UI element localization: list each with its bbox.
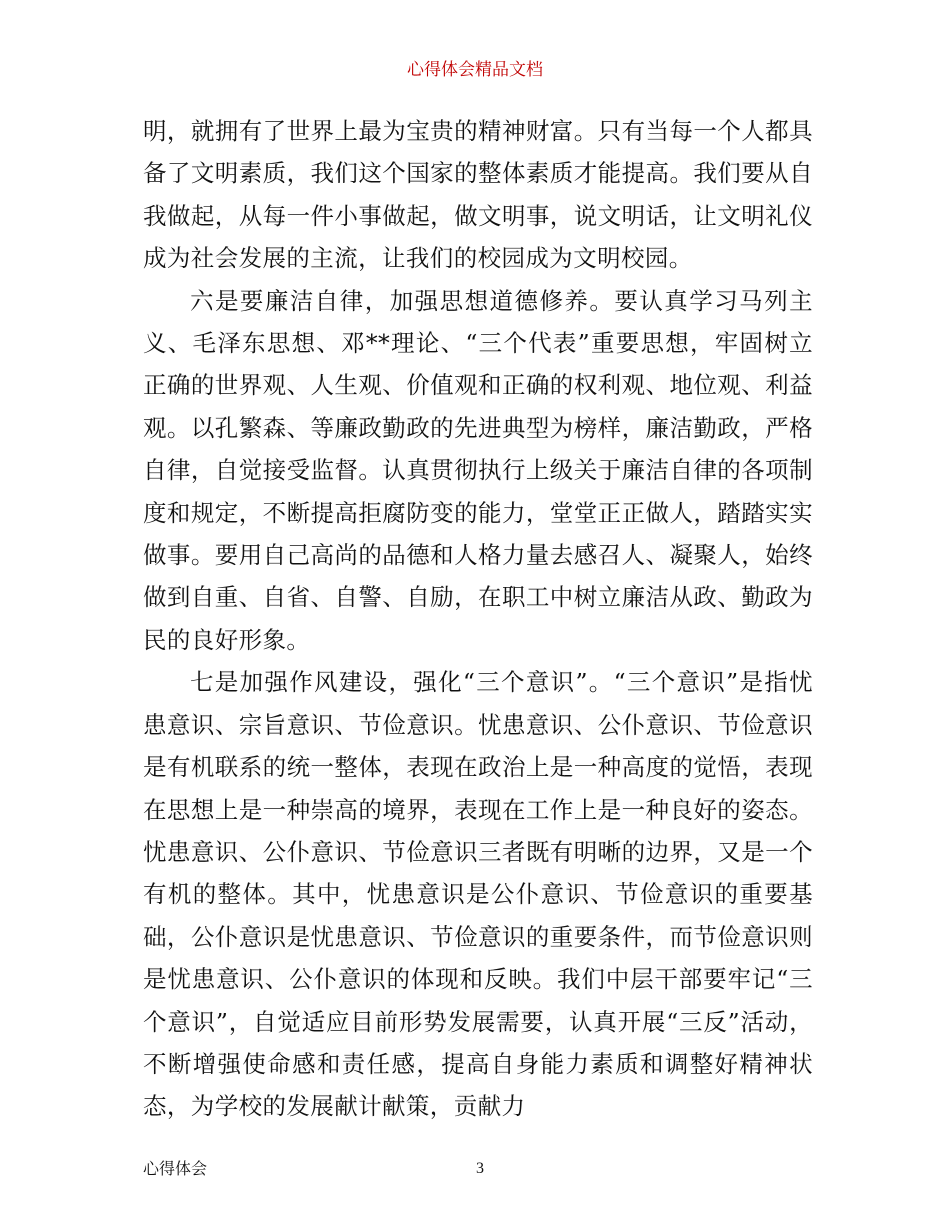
paragraph-continuation: 明，就拥有了世界上最为宝贵的精神财富。只有当每一个人都具备了文明素质，我们这个国家的整体素质才能提高。我们要从自我做起，从每一件小事做起，做文明事，说文明话，让文明礼仪成为社会发展的主流，让我们的校园成为文明校园。 xyxy=(143,117,813,273)
paragraph-six: 六是要廉洁自律，加强思想道德修养。要认真学习马列主义、毛泽东思想、邓**理论、“三个代表”重要思想，牢固树立正确的世界观、人生观、价值观和正确的权利观、地位观、利益观。以孔繁森、等廉政勤政的先进典型为榜样，廉洁勤政，严格自律，自觉接受监督。认真贯彻执行上级关于廉洁自律的各项制度和规定，不断提高拒腐防变的能力，堂堂正正做人，踏踏实实做事。要用自己高尚的品德和人格力量去感召人、凝聚人，始终做到自重、自省、自警、自励，在职工中树立廉洁从政、勤政为民的良好形象。 xyxy=(143,286,813,654)
document-body xyxy=(143,110,813,1128)
paragraph-seven: 七是加强作风建设，强化“三个意识”。“三个意识”是指忧患意识、宗旨意识、节俭意识。忧患意识、公仆意识、节俭意识是有机联系的统一整体，表现在政治上是一种高度的觉悟，表现在思想上是一种崇高的境界，表现在工作上是一种良好的姿态。忧患意识、公仆意识、节俭意识三者既有明晰的边界，又是一个有机的整体。其中，忧患意识是公仆意识、节俭意识的重要基础，公仆意识是忧患意识、节俭意识的重要条件，而节俭意识则是忧患意识、公仆意识的体现和反映。我们中层干部要牢记“三个意识”，自觉适应目前形势发展需要，认真开展“三反”活动，不断增强使命感和责任感，提高自身能力素质和调整好精神状态，为学校的发展献计献策，贡献力 xyxy=(143,668,813,1121)
page-number: 3 xyxy=(476,1160,484,1177)
page-footer xyxy=(143,1157,813,1181)
page-header-title: 心得体会精品文档 xyxy=(407,60,543,80)
footer-label: 心得体会 xyxy=(143,1159,208,1178)
